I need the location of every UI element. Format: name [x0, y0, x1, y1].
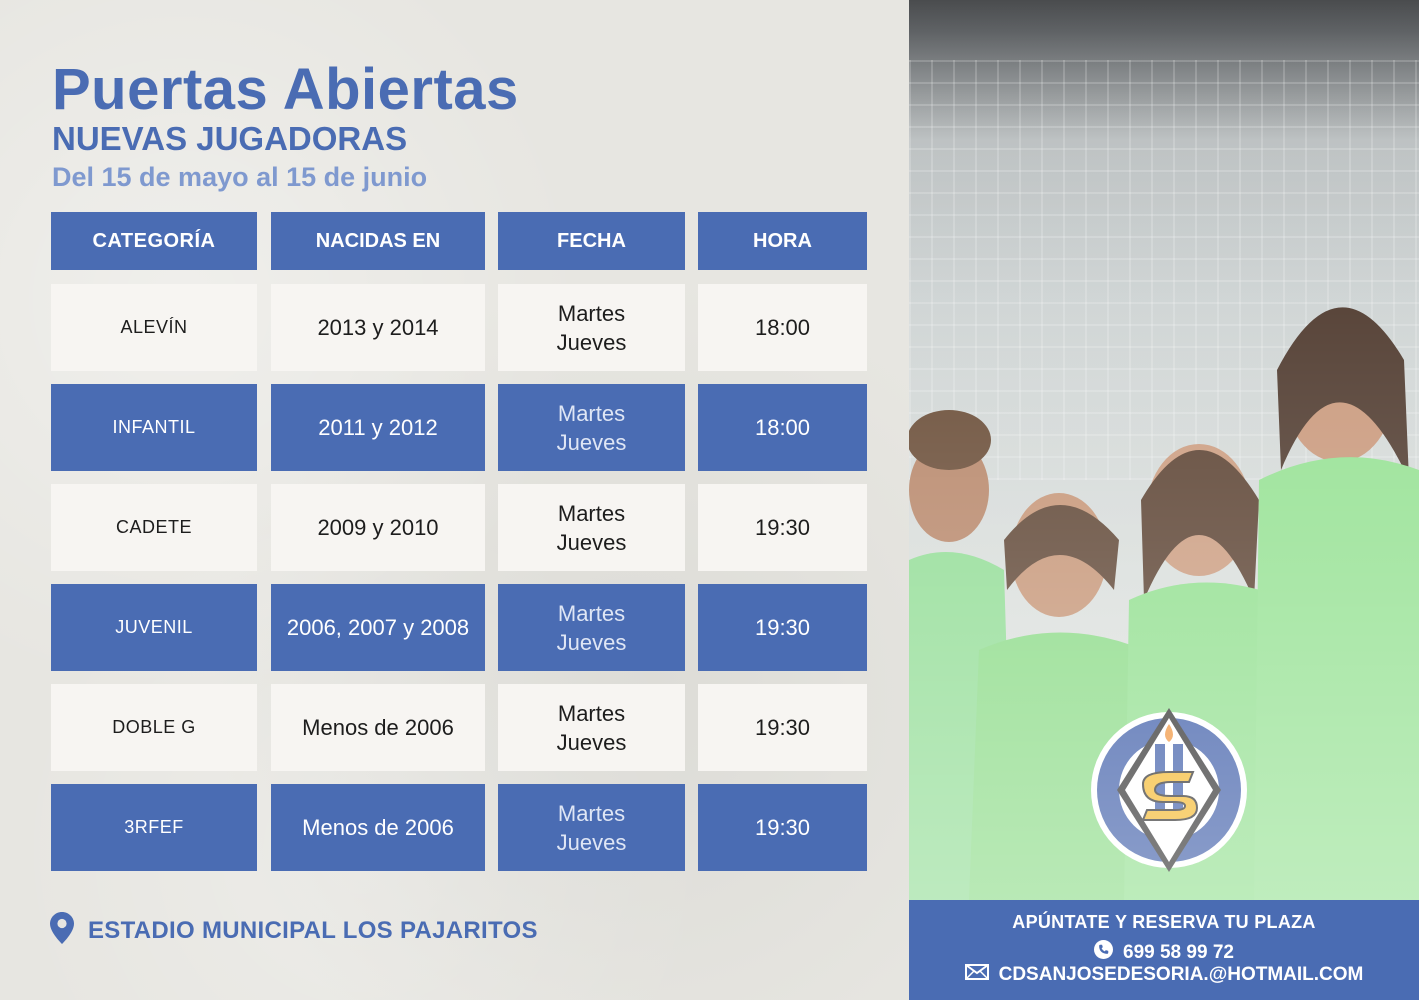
table-cell-nacidas: Menos de 2006 [271, 684, 485, 771]
fecha-day-1: Martes [557, 400, 626, 426]
column-header-fecha: FECHA [498, 212, 685, 270]
table-cell-hora: 19:30 [698, 584, 867, 671]
fecha-day-2: Jueves [556, 829, 627, 855]
table-cell-categoria: 3RFEF [51, 784, 257, 871]
table-cell-nacidas: 2013 y 2014 [271, 284, 485, 371]
table-cell-nacidas: 2011 y 2012 [271, 384, 485, 471]
fecha-day-2: Jueves [556, 329, 627, 355]
fecha-day-1: Martes [557, 700, 626, 726]
map-pin-icon [50, 912, 74, 949]
column-header-hora: HORA [698, 212, 867, 270]
mail-icon [965, 964, 989, 986]
page-subtitle: NUEVAS JUGADORAS [52, 120, 408, 157]
table-cell-fecha [498, 384, 685, 471]
table-cell-categoria: JUVENIL [51, 584, 257, 671]
phone-line [909, 940, 1419, 965]
table-cell-fecha [498, 784, 685, 871]
cta-text: APÚNTATE Y RESERVA TU PLAZA [1012, 912, 1316, 932]
contact-footer [909, 900, 1419, 1000]
table-cell-categoria: DOBLE G [51, 684, 257, 771]
phone-number[interactable]: 699 58 99 72 [1123, 941, 1234, 963]
location-text: ESTADIO MUNICIPAL LOS PAJARITOS [88, 916, 538, 944]
column-header-nacidas: NACIDAS EN [271, 212, 485, 270]
fecha-day-2: Jueves [556, 429, 627, 455]
email-address[interactable]: CDSANJOSEDESORIA.@HOTMAIL.COM [998, 964, 1364, 985]
fecha-day-1: Martes [557, 500, 626, 526]
date-range: Del 15 de mayo al 15 de junio [52, 162, 428, 192]
table-cell-fecha [498, 584, 685, 671]
table-cell-categoria: INFANTIL [51, 384, 257, 471]
fecha-day-2: Jueves [556, 729, 627, 755]
table-cell-hora: 18:00 [698, 384, 867, 471]
table-cell-fecha [498, 684, 685, 771]
location [50, 912, 538, 949]
table-cell-nacidas: 2006, 2007 y 2008 [271, 584, 485, 671]
phone-icon [1094, 940, 1113, 965]
table-cell-hora: 19:30 [698, 684, 867, 771]
team-photo [909, 0, 1419, 900]
fecha-day-1: Martes [557, 800, 626, 826]
table-cell-fecha [498, 484, 685, 571]
fecha-day-2: Jueves [556, 529, 627, 555]
column-header-categoria: CATEGORÍA [51, 212, 257, 270]
fecha-day-1: Martes [557, 300, 626, 326]
table-cell-categoria: ALEVÍN [51, 284, 257, 371]
table-cell-hora: 18:00 [698, 284, 867, 371]
table-cell-categoria: CADETE [51, 484, 257, 571]
photo-overlay [909, 0, 1419, 900]
fecha-day-2: Jueves [556, 629, 627, 655]
page-title: Puertas Abiertas [52, 57, 519, 122]
table-cell-hora: 19:30 [698, 784, 867, 871]
fecha-day-1: Martes [557, 600, 626, 626]
table-cell-nacidas: 2009 y 2010 [271, 484, 485, 571]
email-line [909, 964, 1419, 986]
table-cell-fecha [498, 284, 685, 371]
table-cell-nacidas: Menos de 2006 [271, 784, 485, 871]
table-cell-hora: 19:30 [698, 484, 867, 571]
